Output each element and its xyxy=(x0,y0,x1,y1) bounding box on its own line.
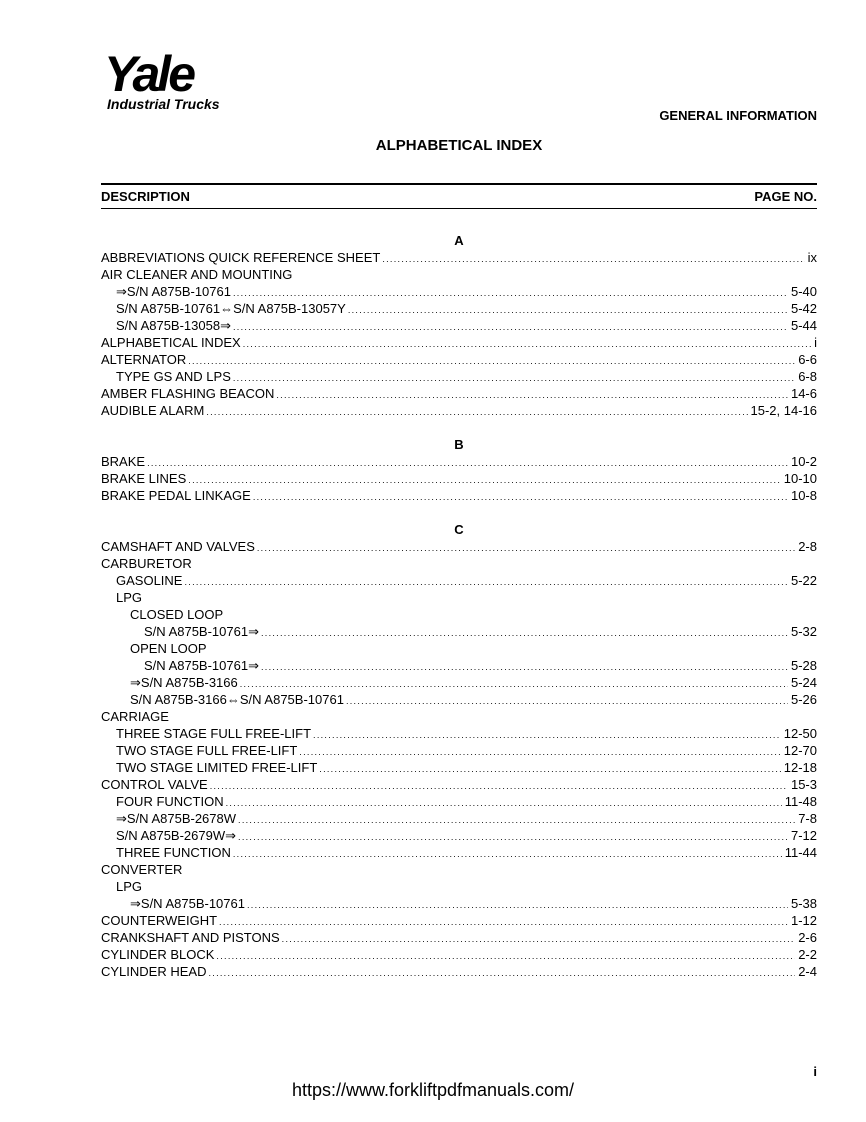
entry-page-number: 10-2 xyxy=(790,454,817,469)
dot-leader xyxy=(313,727,781,744)
index-entry[interactable] xyxy=(101,623,817,640)
index-entry[interactable] xyxy=(101,742,817,759)
entry-label: ⇒S/N A875B-3166 xyxy=(130,675,238,690)
entry-page-number: 6-8 xyxy=(798,369,817,384)
dot-leader xyxy=(238,829,788,846)
dot-leader xyxy=(282,931,796,948)
index-entry[interactable] xyxy=(101,351,817,368)
entry-page-number: 12-70 xyxy=(783,743,817,758)
dot-leader xyxy=(238,812,795,829)
dot-leader xyxy=(208,965,795,982)
index-entry[interactable] xyxy=(101,793,817,810)
group-spacer xyxy=(101,419,817,436)
entry-label: BRAKE xyxy=(101,454,146,469)
entry-label: FOUR FUNCTION xyxy=(116,794,224,809)
index-entry[interactable] xyxy=(101,249,817,266)
entry-label: LPG xyxy=(116,590,143,605)
dot-leader xyxy=(188,472,780,489)
yale-logo xyxy=(104,46,254,122)
entry-label: S/N A875B-2679W⇒ xyxy=(116,828,237,843)
entry-page-number: 5-26 xyxy=(790,692,817,707)
entry-label: TYPE GS AND LPS xyxy=(116,369,231,384)
entry-page-number: 7-12 xyxy=(790,828,817,843)
index-entry[interactable] xyxy=(101,266,817,283)
index-entry[interactable] xyxy=(101,912,817,929)
column-header-description: DESCRIPTION xyxy=(101,189,190,204)
entry-label: LPG xyxy=(116,879,143,894)
entry-page-number: 10-8 xyxy=(790,488,817,503)
entry-label: CARRIAGE xyxy=(101,709,169,724)
entry-page-number: 12-18 xyxy=(783,760,817,775)
entry-label: AMBER FLASHING BEACON xyxy=(101,386,275,401)
index-entry[interactable] xyxy=(101,878,817,895)
dot-leader xyxy=(382,251,804,268)
index-entry[interactable] xyxy=(101,334,817,351)
index-entry[interactable] xyxy=(101,300,817,317)
entry-page-number: ix xyxy=(807,250,817,265)
index-entry[interactable] xyxy=(101,572,817,589)
index-letter-heading: C xyxy=(454,522,464,537)
entry-page-number: 5-40 xyxy=(790,284,817,299)
dot-leader xyxy=(184,574,788,591)
index-entry[interactable] xyxy=(101,317,817,334)
group-spacer xyxy=(101,504,817,521)
entry-label: S/N A875B-10761⇒ xyxy=(144,658,259,673)
index-entry[interactable] xyxy=(101,963,817,980)
entry-label: CONVERTER xyxy=(101,862,183,877)
entry-label: AUDIBLE ALARM xyxy=(101,403,205,418)
index-letter-heading: B xyxy=(454,437,464,452)
entry-page-number: 2-4 xyxy=(798,964,817,979)
column-header-page: PAGE NO. xyxy=(754,189,817,204)
index-entry[interactable] xyxy=(101,453,817,470)
dot-leader xyxy=(319,761,780,778)
page-number: i xyxy=(813,1064,817,1079)
entry-page-number: 6-6 xyxy=(798,352,817,367)
dot-leader xyxy=(147,455,788,472)
footer-url[interactable]: https://www.forkliftpdfmanuals.com/ xyxy=(291,1080,575,1100)
entry-page-number: 5-24 xyxy=(790,675,817,690)
header-rule-bottom xyxy=(101,208,817,209)
index-entry[interactable] xyxy=(101,725,817,742)
dot-leader xyxy=(257,540,795,557)
index-entry[interactable] xyxy=(101,368,817,385)
entry-page-number: 11-48 xyxy=(784,794,817,809)
dot-leader xyxy=(188,353,795,370)
entry-label: CAMSHAFT AND VALVES xyxy=(101,539,255,554)
entry-page-number: 5-38 xyxy=(790,896,817,911)
entry-label: S/N A875B-10761⇒ xyxy=(144,624,259,639)
entry-page-number: 12-50 xyxy=(783,726,817,741)
entry-label: CRANKSHAFT AND PISTONS xyxy=(101,930,280,945)
index-entry[interactable] xyxy=(101,861,817,878)
entry-page-number: 10-10 xyxy=(783,471,817,486)
entry-label: AIR CLEANER AND MOUNTING xyxy=(101,267,293,282)
dot-leader xyxy=(233,846,782,863)
index-entry[interactable] xyxy=(101,929,817,946)
entry-page-number: 5-32 xyxy=(790,624,817,639)
index-entry[interactable] xyxy=(101,776,817,793)
index-entry[interactable] xyxy=(101,606,817,623)
index-entries xyxy=(101,232,817,980)
dot-leader xyxy=(210,778,788,795)
index-entry[interactable] xyxy=(101,759,817,776)
dot-leader xyxy=(253,489,788,506)
entry-label: TWO STAGE FULL FREE-LIFT xyxy=(116,743,298,758)
entry-page-number: 5-42 xyxy=(790,301,817,316)
dot-leader xyxy=(216,948,795,965)
dot-leader xyxy=(261,625,788,642)
entry-page-number: 2-6 xyxy=(798,930,817,945)
entry-label: S/N A875B-13058⇒ xyxy=(116,318,231,333)
entry-page-number: 1-12 xyxy=(790,913,817,928)
index-entry[interactable] xyxy=(101,538,817,555)
index-entry[interactable] xyxy=(101,844,817,861)
dot-leader xyxy=(299,744,780,761)
entry-label: TWO STAGE LIMITED FREE-LIFT xyxy=(116,760,318,775)
dot-leader xyxy=(247,897,788,914)
entry-page-number: 5-28 xyxy=(790,658,817,673)
entry-label: S/N A875B-3166⇔S/N A875B-10761 xyxy=(130,692,344,707)
index-entry[interactable] xyxy=(101,657,817,674)
index-entry[interactable] xyxy=(101,946,817,963)
entry-page-number: 5-22 xyxy=(790,573,817,588)
index-entry[interactable] xyxy=(101,691,817,708)
dot-leader xyxy=(206,404,747,421)
entry-page-number: 7-8 xyxy=(798,811,817,826)
dot-leader xyxy=(346,693,788,710)
logo-brand: Yale xyxy=(104,46,194,102)
dot-leader xyxy=(348,302,788,319)
entry-page-number: i xyxy=(814,335,817,350)
entry-page-number: 5-44 xyxy=(790,318,817,333)
entry-page-number: 11-44 xyxy=(784,845,817,860)
index-entry[interactable] xyxy=(101,640,817,657)
entry-label: ⇒S/N A875B-10761 xyxy=(130,896,245,911)
dot-leader xyxy=(276,387,788,404)
index-entry[interactable] xyxy=(101,402,817,419)
dot-leader xyxy=(233,319,788,336)
entry-label: BRAKE LINES xyxy=(101,471,187,486)
entry-label: BRAKE PEDAL LINKAGE xyxy=(101,488,251,503)
dot-leader xyxy=(243,336,811,353)
entry-page-number: 15-3 xyxy=(790,777,817,792)
dot-leader xyxy=(219,914,788,931)
index-entry[interactable] xyxy=(101,487,817,504)
entry-label: GASOLINE xyxy=(116,573,183,588)
header-rule-top xyxy=(101,183,817,185)
entry-label: COUNTERWEIGHT xyxy=(101,913,218,928)
dot-leader xyxy=(233,370,795,387)
index-entry[interactable] xyxy=(101,589,817,606)
page-title: ALPHABETICAL INDEX xyxy=(375,137,543,154)
section-name: GENERAL INFORMATION xyxy=(659,108,817,123)
entry-label: ALTERNATOR xyxy=(101,352,187,367)
index-entry[interactable] xyxy=(101,895,817,912)
entry-label: OPEN LOOP xyxy=(130,641,207,656)
entry-page-number: 14-6 xyxy=(790,386,817,401)
index-entry[interactable] xyxy=(101,283,817,300)
entry-label: ALPHABETICAL INDEX xyxy=(101,335,241,350)
index-entry[interactable] xyxy=(101,674,817,691)
dot-leader xyxy=(226,795,782,812)
index-entry[interactable] xyxy=(101,827,817,844)
index-entry[interactable] xyxy=(101,708,817,725)
dot-leader xyxy=(261,659,788,676)
index-entry[interactable] xyxy=(101,385,817,402)
entry-label: ABBREVIATIONS QUICK REFERENCE SHEET xyxy=(101,250,381,265)
index-letter-heading: A xyxy=(454,233,464,248)
index-entry[interactable] xyxy=(101,810,817,827)
entry-label: THREE FUNCTION xyxy=(116,845,231,860)
entry-label: ⇒S/N A875B-2678W xyxy=(116,811,237,826)
entry-label: THREE STAGE FULL FREE-LIFT xyxy=(116,726,312,741)
logo-tagline: Industrial Trucks xyxy=(107,96,220,112)
entry-label: CLOSED LOOP xyxy=(130,607,224,622)
entry-label: CONTROL VALVE xyxy=(101,777,208,792)
index-entry[interactable] xyxy=(101,555,817,572)
entry-label: S/N A875B-10761⇔S/N A875B-13057Y xyxy=(116,301,346,316)
entry-page-number: 2-2 xyxy=(798,947,817,962)
entry-label: CYLINDER HEAD xyxy=(101,964,207,979)
index-entry[interactable] xyxy=(101,470,817,487)
entry-page-number: 15-2, 14-16 xyxy=(750,403,817,418)
entry-label: ⇒S/N A875B-10761 xyxy=(116,284,231,299)
entry-page-number: 2-8 xyxy=(798,539,817,554)
entry-label: CARBURETOR xyxy=(101,556,192,571)
entry-label: CYLINDER BLOCK xyxy=(101,947,215,962)
